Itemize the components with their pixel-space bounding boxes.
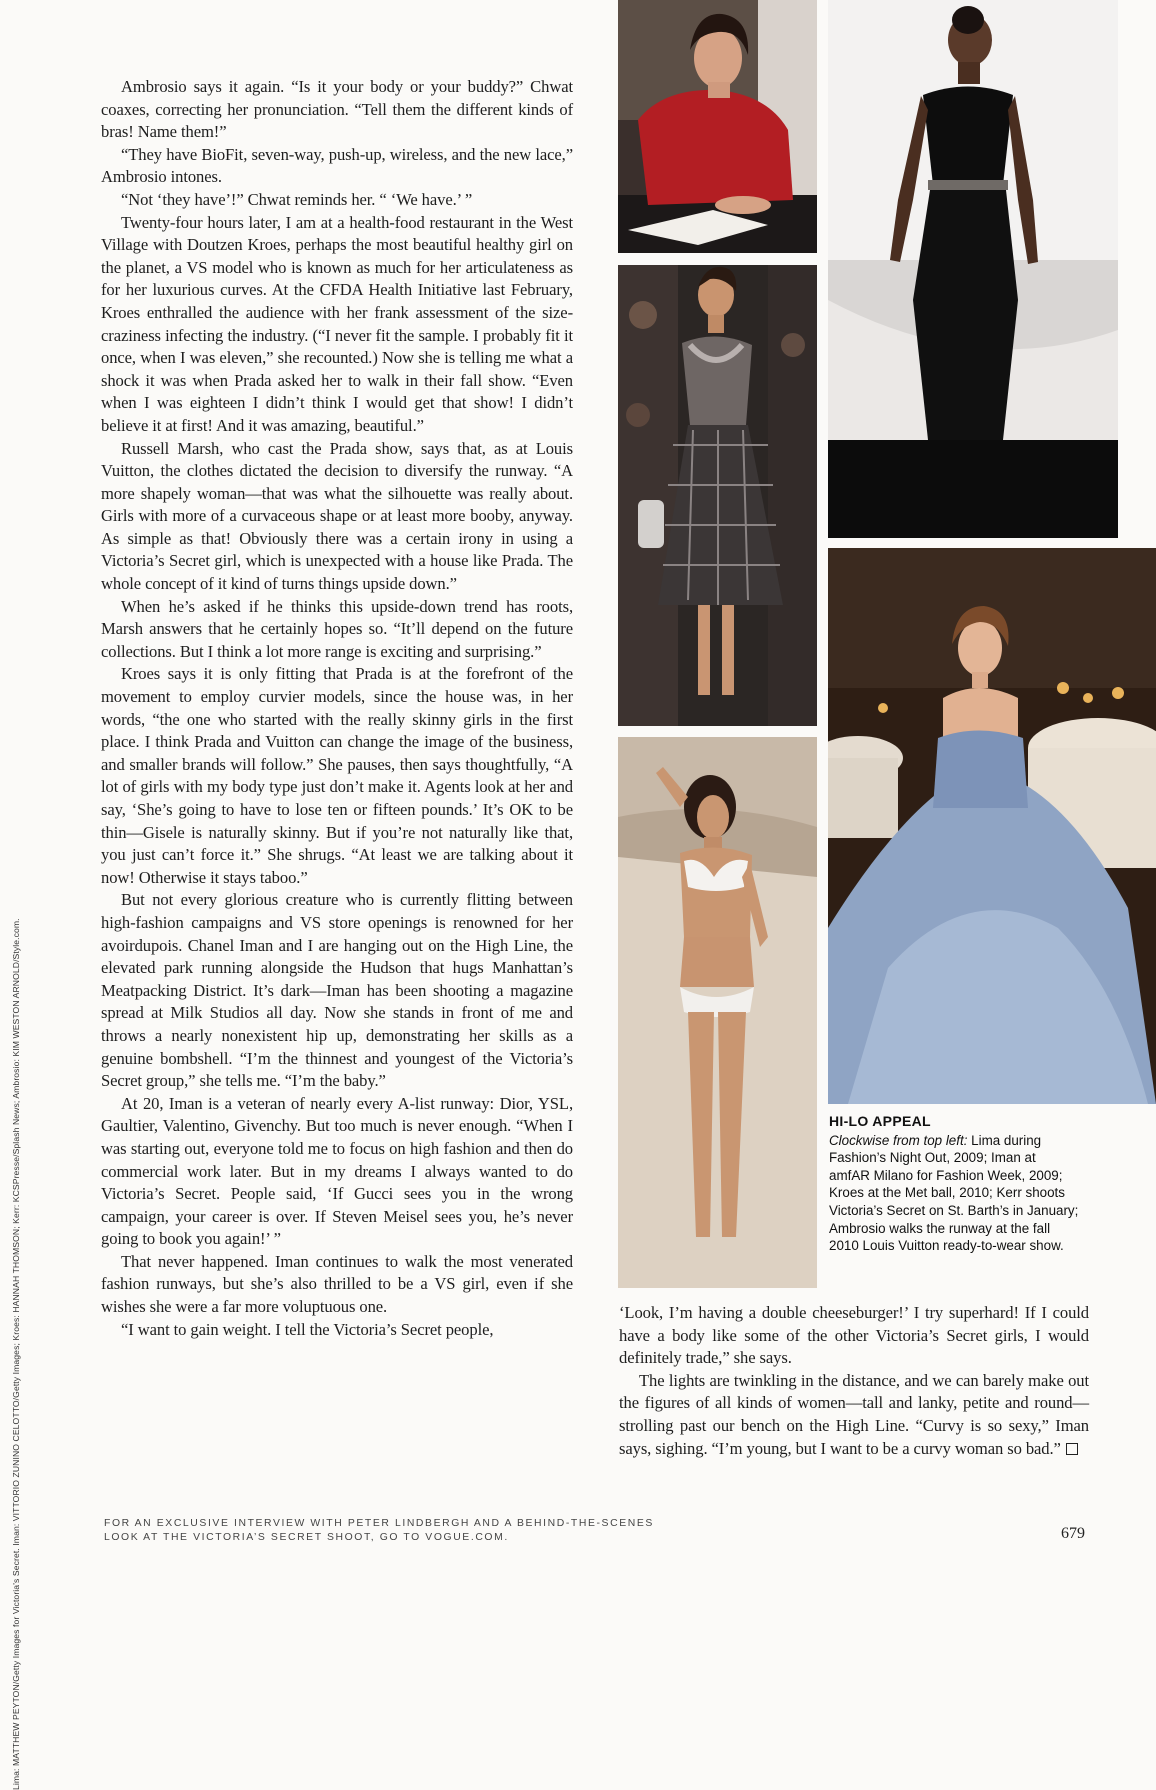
article-paragraph: ‘Look, I’m having a double cheeseburger!’ I try superhard! If I could have a body like some of the other Victoria’s Secret girls, I would definitely trade,” she says. xyxy=(619,1303,1089,1368)
article-paragraph: But not every glorious creature who is currently flitting between high-fashion campaigns and VS store openings is renowned for her avoirdupois. Chanel Iman and I are hanging out on the High Line, the elevated park running alongside the Hudson that hugs Manhattan’s Meatpacking District. It’s dark—Iman has been shooting a magazine spread at Milk Studios all day. Now she stands in front of me and throws a nearly nonexistent hip up, demonstrating her skills as a genuine bombshell. “I’m the thinnest and youngest of the Victoria’s Secret group,” she tells me. “I’m the baby.” xyxy=(101,890,573,1091)
article-paragraph: Kroes says it is only fitting that Prada is at the forefront of the movement to employ curvier models, since the house was, in her words, “the one who started with the really skinny girls in the first place. I think Prada and Vuitton can change the image of the business, and smaller brands will follow.” She pauses, then says thoughtfully, “A lot of girls with my body type just don’t make it. Agents look at her and say, ‘She’s going to have to lose ten or fifteen pounds.’ It’s OK to be thin—Gisele is naturally skinny. But if you’re not naturally like that, you just can’t force it.” She shrugs. “At least we are talking about it now! Otherwise it stays taboo.” xyxy=(101,664,573,887)
article-column-right xyxy=(619,1302,1089,1460)
article-column-left xyxy=(101,76,573,1341)
article-paragraph: Ambrosio says it again. “Is it your body or your buddy?” Chwat coaxes, correcting her pronunciation. “Tell them the different kinds of bras! Name them!” xyxy=(101,77,573,142)
footer-promo-line-1: FOR AN EXCLUSIVE INTERVIEW WITH PETER LINDBERGH AND A BEHIND-THE-SCENES xyxy=(104,1518,654,1529)
article-paragraph-text: The lights are twinkling in the distance, and we can barely make out the figures of all kinds of women—tall and lanky, petite and round—strolling past our bench on the High Line. “Curvy is so sexy,” Iman says, sighing. “I’m young, but I want to be a curvy woman so bad.” xyxy=(619,1370,1089,1458)
article-paragraph: Russell Marsh, who cast the Prada show, says that, as at Louis Vuitton, the clothes dictated the decision to diversify the runway. “A more shapely woman—that was what the silhouette was really about. Girls with more of a curvaceous shape or at least more booby, anyway. As simple as that! Obviously there was a certain irony in using a Victoria’s Secret girl, which is unexpected with a house like Prada. The whole concept of it kind of turns things upside down.” xyxy=(101,438,573,594)
article-paragraph-last xyxy=(619,1370,1089,1460)
photo-caption xyxy=(829,1113,1079,1255)
article-paragraph: Twenty-four hours later, I am at a health-food restaurant in the West Village with Doutzen Kroes, perhaps the most beautiful healthy girl on the planet, a VS model who is known as much for her articulateness as for her luxurious curves. At the CFDA Health Initiative last February, Kroes enthralled the audience with her frank assessment of the size-craziness infecting the industry. (“I never fit the sample. I probably fit it once, when I was eleven,” she recounted.) Now she is telling me what a shock it was when Prada asked her to walk in their fall show. “Even when I was eighteen I didn’t think I would get that show! I didn’t believe it at first! And it was amazing, beautiful.” xyxy=(101,212,573,435)
photo-ambrosio xyxy=(618,265,817,726)
photo-lima xyxy=(618,0,817,253)
article-paragraph: That never happened. Iman continues to walk the most venerated fashion runways, but she’s also thrilled to be a VS girl, even if she wishes she were a far more voluptuous one. xyxy=(101,1251,573,1317)
article-paragraph: “They have BioFit, seven-way, push-up, wireless, and the new lace,” Ambrosio intones. xyxy=(101,144,573,187)
page-number: 679 xyxy=(1061,1525,1085,1542)
article-paragraph: At 20, Iman is a veteran of nearly every A-list runway: Dior, YSL, Gaultier, Valentino, Givenchy. But too much is never enough. “When I was starting out, everyone told me to focus on high fashion and then do commercial work later. But in my dreams I always wanted to do Victoria’s Secret. People said, ‘If Gucci sees you in the wrong campaign, your career is over. If Steven Meisel sees you, he’s never going to book you again!’ ” xyxy=(101,1093,573,1249)
photo-iman xyxy=(828,0,1118,538)
article-paragraph: “I want to gain weight. I tell the Victoria’s Secret people, xyxy=(121,1319,494,1339)
photo-kerr xyxy=(618,737,817,1288)
footer-promo-line-2: LOOK AT THE VICTORIA’S SECRET SHOOT, GO TO VOGUE.COM. xyxy=(104,1532,509,1543)
photo-credit: Lima: MATTHEW PEYTON/Getty Images for Victoria’s Secret. Iman: VITTORIO ZUNINO CELOTTO/Getty Images; Kroes: HANNAH THOMSON; Kerr: KCSPresse/Splash News; Ambrosio: KIM WESTON ARNOLD/Style.com. xyxy=(11,918,21,1790)
caption-title: HI-LO APPEAL xyxy=(829,1113,931,1129)
photo-kroes xyxy=(828,548,1156,1104)
article-paragraph: When he’s asked if he thinks this upside-down trend has roots, Marsh answers that he certainly hopes so. “It’ll depend on the future collections. But I think a lot more range is exciting and surprising.” xyxy=(101,596,573,661)
article-paragraph: “Not ‘they have’!” Chwat reminds her. “ ‘We have.’ ” xyxy=(121,189,473,209)
caption-body: Lima during Fashion’s Night Out, 2009; Iman at amfAR Milano for Fashion Week, 2009; Kroes at the Met ball, 2010; Kerr shoots Victoria’s Secret on St. Barth’s in January; Ambrosio walks the runway at the fall 2010 Louis Vuitton ready-to-wear show. xyxy=(829,1132,1079,1254)
footer-promo xyxy=(104,1517,704,1545)
end-mark-icon xyxy=(1066,1443,1078,1455)
caption-lead: Clockwise from top left: xyxy=(829,1132,968,1148)
